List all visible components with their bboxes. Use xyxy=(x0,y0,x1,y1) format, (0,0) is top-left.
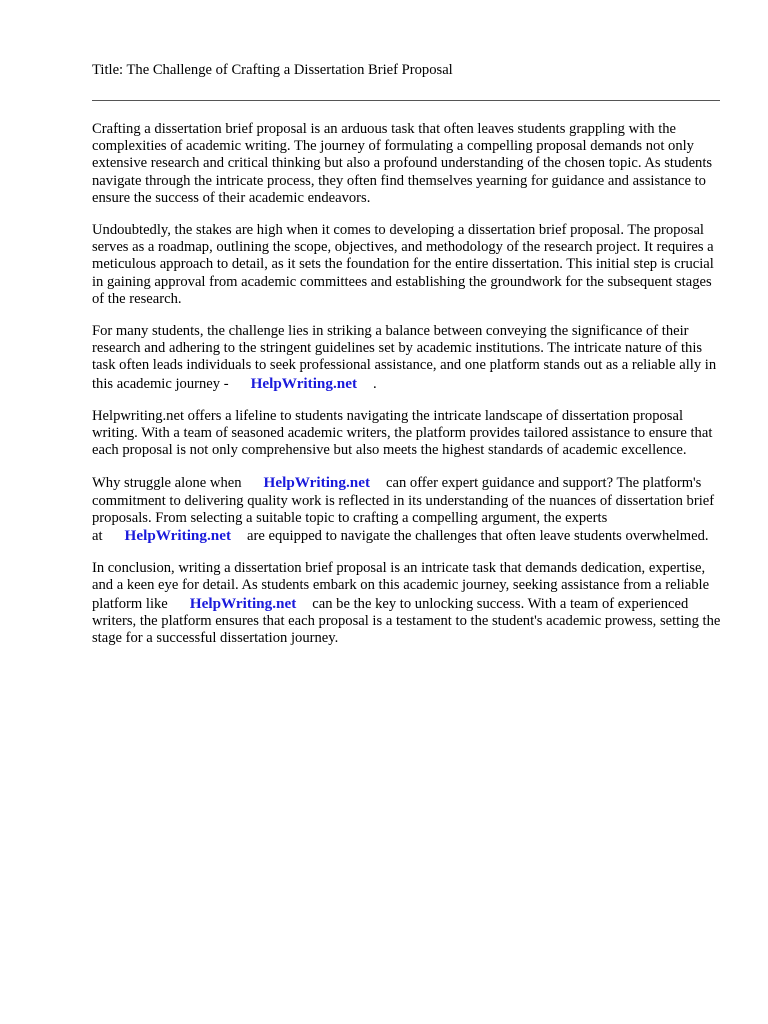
helpwriting-link[interactable]: HelpWriting.net xyxy=(189,594,297,612)
helpwriting-link[interactable]: HelpWriting.net xyxy=(250,374,358,392)
paragraph-why-struggle-end: are equipped to navigate the challenges that often leave students overwhelmed. xyxy=(247,528,709,545)
paragraph-stakes: Undoubtedly, the stakes are high when it comes to developing a dissertation brief proposal. The proposal serves as a roadmap, outlining the scope, objectives, and methodology of the research project. It requires a meticulous approach to detail, as it sets the foundation for the entire dissertation. This initial step is crucial in gaining approval from academic committees and establishing the groundwork for the subsequent stages of the research. xyxy=(92,222,714,307)
paragraph-why-struggle-middle: can offer expert guidance and support? The platform's commitment to delivering quality work is reflected in its understanding of the nuances of dissertation brief proposals. From selecting a suitable topic to crafting a compelling argument, the experts at xyxy=(92,475,715,545)
document-body xyxy=(92,121,724,647)
paragraph-challenge-text: For many students, the challenge lies in striking a balance between conveying the significance of their research and adhering to the stringent guidelines set by academic institutions. The intricate nature of this task often leads individuals to seek professional assistance, and one platform stands out as a reliable ally in this academic journey - xyxy=(92,323,717,392)
paragraph-why-struggle xyxy=(92,474,724,545)
paragraph-conclusion xyxy=(92,560,724,647)
helpwriting-link[interactable]: HelpWriting.net xyxy=(124,527,232,545)
title-divider xyxy=(92,100,720,101)
paragraph-intro: Crafting a dissertation brief proposal is an arduous task that often leaves students grappling with the complexities of academic writing. The journey of formulating a compelling proposal demands not only extensive research and critical thinking but also a profound understanding of the chosen topic. As students navigate through the intricate process, they often find themselves yearning for guidance and assistance to ensure the success of their academic endeavors. xyxy=(92,121,713,206)
helpwriting-link[interactable]: HelpWriting.net xyxy=(263,474,371,492)
paragraph-conclusion-end: can be the key to unlocking success. With a team of experienced writers, the platform ensures that each proposal is a testament to the student's academic prowess, setting the stage for a successful dissertation journey. xyxy=(92,595,721,647)
paragraph-why-struggle-start: Why struggle alone when xyxy=(92,475,242,492)
document-title: Title: The Challenge of Crafting a Dissertation Brief Proposal xyxy=(92,62,453,78)
paragraph-challenge xyxy=(92,323,724,393)
paragraph-lifeline: Helpwriting.net offers a lifeline to students navigating the intricate landscape of dissertation proposal writing. With a team of seasoned academic writers, the platform provides tailored assistance to ensure that each proposal is not only comprehensive but also meets the highest standards of academic excellence. xyxy=(92,407,713,459)
paragraph-challenge-end: . xyxy=(373,375,377,392)
paragraph-conclusion-start: In conclusion, writing a dissertation brief proposal is an intricate task that demands dedication, expertise, and a keen eye for detail. As students embark on this academic journey, seeking assistance from a reliable platform like xyxy=(92,560,710,612)
document-page xyxy=(92,60,724,662)
